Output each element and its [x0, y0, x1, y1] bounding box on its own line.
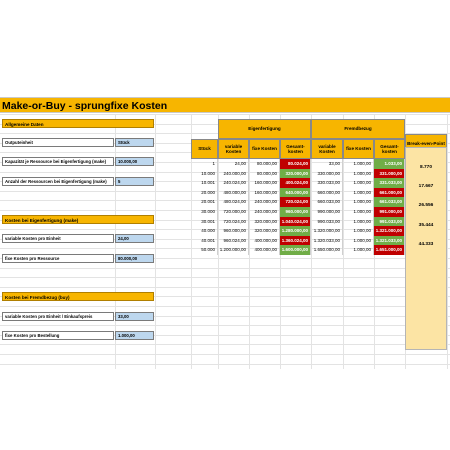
table-cell-mt[interactable]: 1.360.024,00 [280, 236, 311, 246]
col-header-buy-variable: variable Kosten [311, 139, 343, 159]
grid-line [0, 268, 450, 269]
table-cell-bf[interactable]: 1.000,00 [343, 178, 374, 188]
table-cell-bv[interactable]: 660.000,00 [311, 188, 343, 198]
table-cell-mt[interactable]: 640.000,00 [280, 188, 311, 198]
general-data-header: Allgemeine Daten [2, 119, 154, 128]
table-cell-bv[interactable]: 1.320.000,00 [311, 226, 343, 236]
table-cell-mt[interactable]: 320.000,00 [280, 169, 311, 179]
table-cell-mf[interactable]: 80.000,00 [249, 159, 280, 169]
table-cell-bf[interactable]: 1.000,00 [343, 226, 374, 236]
table-cell-mv[interactable]: 1.200.000,00 [218, 245, 249, 255]
table-cell-bt[interactable]: 1.651.000,00 [374, 245, 405, 255]
table-cell-mf[interactable]: 320.000,00 [249, 217, 280, 227]
grid-line [0, 306, 450, 307]
table-cell-mf[interactable]: 160.000,00 [249, 178, 280, 188]
resources-label: Anzahl der Ressourcen bei Eigenfertigung (make) [2, 177, 114, 186]
break-even-value[interactable]: 17.667 [418, 184, 434, 190]
table-cell-bf[interactable]: 1.000,00 [343, 169, 374, 179]
break-even-value[interactable]: 44.333 [418, 241, 434, 247]
table-cell-bt[interactable]: 331.000,00 [374, 169, 405, 179]
fixed-cost-label: fixe Kosten pro Ressource [2, 254, 114, 263]
grid-line [0, 287, 450, 288]
table-cell-mv[interactable]: 480.000,00 [218, 188, 249, 198]
grid-line [155, 114, 156, 369]
table-cell-stueck[interactable]: 20.001 [191, 197, 218, 207]
col-header-stueck: Stück [191, 139, 218, 159]
table-cell-bf[interactable]: 1.000,00 [343, 159, 374, 169]
table-cell-mv[interactable]: 240.000,00 [218, 169, 249, 179]
resources-input[interactable]: 5 [115, 177, 154, 186]
break-even-value[interactable]: 26.556 [418, 203, 434, 209]
table-cell-mt[interactable]: 1.280.000,00 [280, 226, 311, 236]
make-costs-header: Kosten bei Eigenfertigung (make) [2, 215, 154, 224]
table-cell-stueck[interactable]: 10.000 [191, 169, 218, 179]
table-cell-mv[interactable]: 480.024,00 [218, 197, 249, 207]
break-even-value[interactable]: 35.444 [418, 222, 434, 228]
table-cell-stueck[interactable]: 10.001 [191, 178, 218, 188]
table-cell-mt[interactable]: 400.024,00 [280, 178, 311, 188]
table-cell-bt[interactable]: 991.033,00 [374, 217, 405, 227]
table-cell-stueck[interactable]: 1 [191, 159, 218, 169]
break-even-column [405, 147, 447, 350]
capacity-input[interactable]: 10.000,00 [115, 157, 154, 166]
col-header-buy-total: Gesamt-kosten [374, 139, 405, 159]
buy-group-header: Fremdbezug [311, 119, 405, 139]
buy-variable-cost-label: variable Kosten pro Einheit / Einkaufspreis [2, 312, 114, 321]
output-unit-input[interactable]: Stück [115, 138, 154, 147]
table-cell-bf[interactable]: 1.000,00 [343, 245, 374, 255]
table-cell-mf[interactable]: 320.000,00 [249, 226, 280, 236]
grid-line [0, 277, 450, 278]
table-cell-bf[interactable]: 1.000,00 [343, 188, 374, 198]
table-cell-bt[interactable]: 331.033,00 [374, 178, 405, 188]
table-cell-mv[interactable]: 240.024,00 [218, 178, 249, 188]
col-header-break-even: Break-even-Point [405, 134, 447, 159]
capacity-label: Kapazität je Ressource bei Eigenfertigung (make) [2, 157, 114, 166]
table-cell-stueck[interactable]: 20.000 [191, 188, 218, 198]
table-cell-mv[interactable]: 960.000,00 [218, 226, 249, 236]
table-cell-bt[interactable]: 991.000,00 [374, 207, 405, 217]
table-cell-bt[interactable]: 1.321.033,00 [374, 236, 405, 246]
fixed-cost-input[interactable]: 80.000,00 [115, 254, 154, 263]
grid-line [0, 364, 450, 365]
table-cell-stueck[interactable]: 30.000 [191, 207, 218, 217]
variable-cost-input[interactable]: 24,00 [115, 234, 154, 243]
table-cell-mf[interactable]: 160.000,00 [249, 188, 280, 198]
table-cell-stueck[interactable]: 40.000 [191, 226, 218, 236]
table-cell-mt[interactable]: 80.024,00 [280, 159, 311, 169]
variable-cost-label: variable Kosten pro Einheit [2, 234, 114, 243]
table-cell-mt[interactable]: 1.040.024,00 [280, 217, 311, 227]
table-cell-bv[interactable]: 990.000,00 [311, 207, 343, 217]
grid-line [0, 354, 450, 355]
col-header-make-fixed: fixe Kosten [249, 139, 280, 159]
table-cell-mt[interactable]: 720.024,00 [280, 197, 311, 207]
table-cell-mf[interactable]: 400.000,00 [249, 245, 280, 255]
table-cell-mv[interactable]: 720.024,00 [218, 217, 249, 227]
table-cell-bt[interactable]: 1.321.000,00 [374, 226, 405, 236]
table-cell-mf[interactable]: 240.000,00 [249, 207, 280, 217]
output-unit-label: Outputeinheit [2, 138, 114, 147]
table-cell-stueck[interactable]: 50.000 [191, 245, 218, 255]
table-cell-mv[interactable]: 960.024,00 [218, 236, 249, 246]
col-header-make-total: Gesamt-kosten [280, 139, 311, 159]
col-header-buy-fixed: fixe Kosten [343, 139, 374, 159]
table-cell-bf[interactable]: 1.000,00 [343, 207, 374, 217]
table-cell-mv[interactable]: 24,00 [218, 159, 249, 169]
table-cell-bt[interactable]: 661.033,00 [374, 197, 405, 207]
table-cell-bv[interactable]: 330.033,00 [311, 178, 343, 188]
table-cell-mv[interactable]: 720.000,00 [218, 207, 249, 217]
table-cell-mt[interactable]: 1.600.000,00 [280, 245, 311, 255]
grid-line [0, 344, 450, 345]
col-header-make-variable: variable Kosten [218, 139, 249, 159]
table-cell-mt[interactable]: 960.000,00 [280, 207, 311, 217]
table-cell-bf[interactable]: 1.000,00 [343, 236, 374, 246]
table-cell-bf[interactable]: 1.000,00 [343, 217, 374, 227]
table-cell-bv[interactable]: 1.320.033,00 [311, 236, 343, 246]
grid-line [447, 114, 448, 369]
make-group-header: Eigenfertigung [218, 119, 311, 139]
table-cell-bv[interactable]: 660.033,00 [311, 197, 343, 207]
buy-fixed-cost-label: fixe Kosten pro Bestellung [2, 331, 114, 340]
buy-costs-header: Kosten bei Fremdbezug (buy) [2, 292, 154, 301]
table-cell-bf[interactable]: 1.000,00 [343, 197, 374, 207]
table-cell-bv[interactable]: 330.000,00 [311, 169, 343, 179]
table-cell-mf[interactable]: 240.000,00 [249, 197, 280, 207]
table-cell-mf[interactable]: 80.000,00 [249, 169, 280, 179]
table-cell-bv[interactable]: 33,00 [311, 159, 343, 169]
table-cell-stueck[interactable]: 40.001 [191, 236, 218, 246]
grid-line [0, 114, 450, 115]
table-cell-mf[interactable]: 400.000,00 [249, 236, 280, 246]
grid-line [0, 325, 450, 326]
buy-fixed-cost-input[interactable]: 1.000,00 [115, 331, 154, 340]
table-cell-bt[interactable]: 661.000,00 [374, 188, 405, 198]
table-cell-bv[interactable]: 1.650.000,00 [311, 245, 343, 255]
table-cell-stueck[interactable]: 30.001 [191, 217, 218, 227]
buy-variable-cost-input[interactable]: 33,00 [115, 312, 154, 321]
break-even-value[interactable]: 8.770 [419, 165, 432, 170]
table-cell-bt[interactable]: 1.033,00 [374, 159, 405, 169]
table-cell-bv[interactable]: 990.033,00 [311, 217, 343, 227]
sheet-title: Make-or-Buy - sprungfixe Kosten [0, 97, 450, 113]
